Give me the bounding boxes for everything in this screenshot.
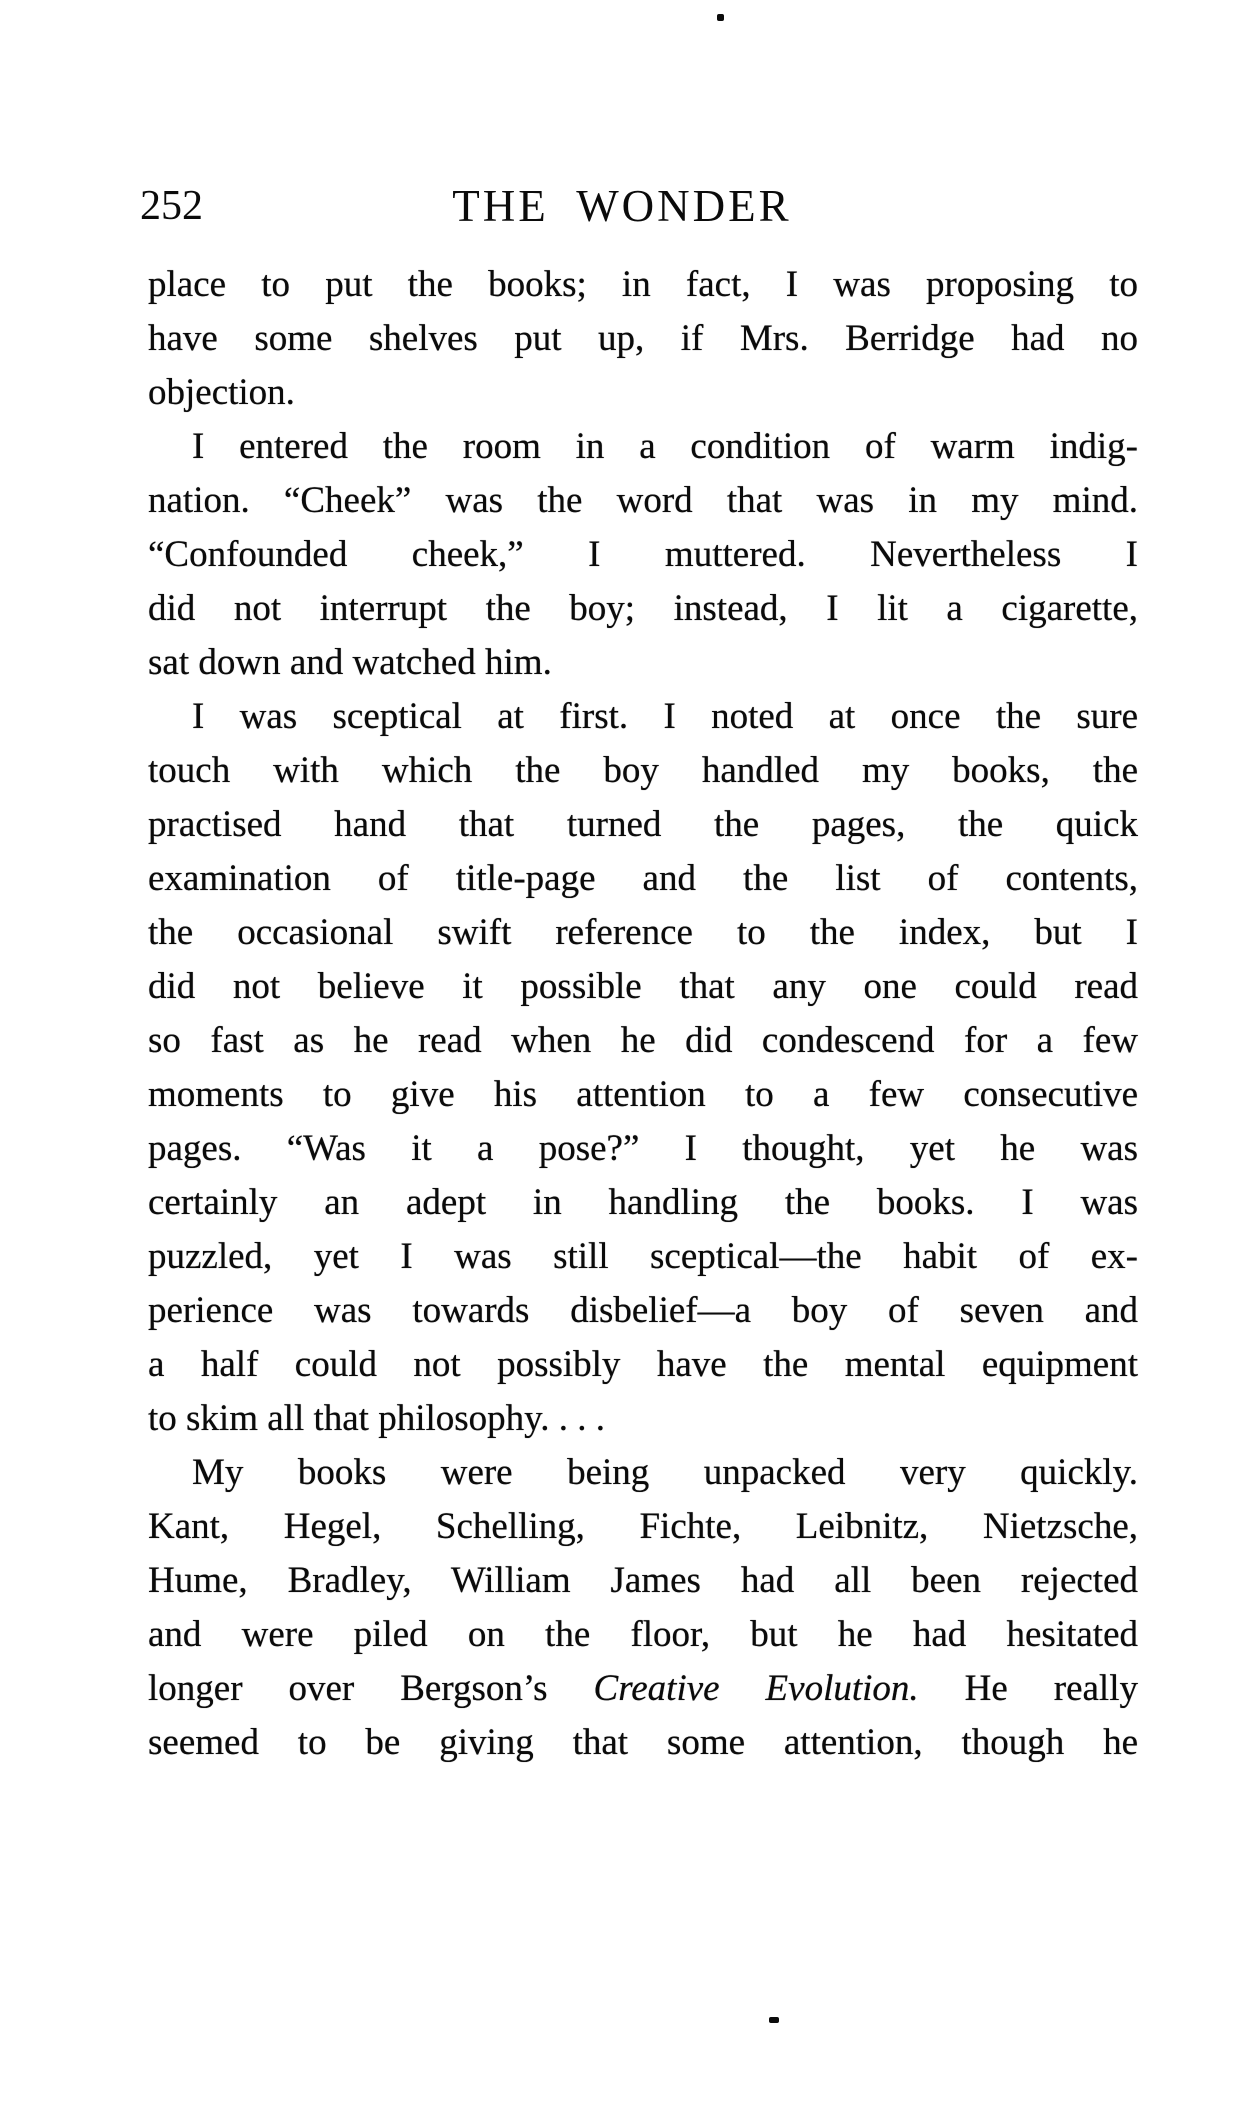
book-title-italic: Creative Evolution.	[593, 1668, 919, 1709]
text-segment: He really	[918, 1668, 1138, 1709]
text-segment: longer over Bergson’s	[148, 1668, 594, 1709]
page-body	[148, 258, 1138, 1770]
text-line: to skim all that philosophy. . . .	[148, 1398, 606, 1439]
page-number: 252	[140, 183, 203, 229]
text-line: perience was towards disbelief—a boy of seven and	[148, 1290, 1138, 1331]
text-line: so fast as he read when he did condescend for a few	[148, 1020, 1138, 1061]
paragraph-4	[148, 1446, 1138, 1770]
running-title: THE WONDER	[452, 181, 792, 231]
text-line: pages. “Was it a pose?” I thought, yet he was	[148, 1128, 1138, 1169]
text-line: did not interrupt the boy; instead, I lit a cigarette,	[148, 588, 1138, 629]
text-line: I entered the room in a condition of warm indig-	[192, 426, 1138, 467]
text-line: certainly an adept in handling the books. I was	[148, 1182, 1138, 1223]
text-line: sat down and watched him.	[148, 642, 552, 683]
text-line: I was sceptical at first. I noted at once the sure	[192, 696, 1138, 737]
text-line: moments to give his attention to a few consecutive	[148, 1074, 1138, 1115]
text-line: examination of title-page and the list of contents,	[148, 858, 1138, 899]
text-line: “Confounded cheek,” I muttered. Nevertheless I	[148, 534, 1138, 575]
scan-speck-top	[717, 14, 724, 21]
text-line: have some shelves put up, if Mrs. Berridge had no	[148, 318, 1138, 359]
text-line: the occasional swift reference to the index, but I	[148, 912, 1138, 953]
text-line: nation. “Cheek” was the word that was in my mind.	[148, 480, 1138, 521]
scan-speck-bottom	[769, 2017, 779, 2023]
page-header	[0, 180, 1244, 232]
text-line: practised hand that turned the pages, the quick	[148, 804, 1138, 845]
text-line: a half could not possibly have the mental equipment	[148, 1344, 1138, 1385]
text-line-with-italic	[148, 1662, 1138, 1716]
text-line: and were piled on the floor, but he had hesitated	[148, 1614, 1138, 1655]
paragraph-1	[148, 258, 1138, 420]
text-line: puzzled, yet I was still sceptical—the habit of ex-	[148, 1236, 1138, 1277]
paragraph-3	[148, 690, 1138, 1446]
text-line: did not believe it possible that any one could read	[148, 966, 1138, 1007]
text-line: touch with which the boy handled my books, the	[148, 750, 1138, 791]
text-line: My books were being unpacked very quickly.	[192, 1452, 1138, 1493]
text-line: objection.	[148, 372, 295, 413]
paragraph-2	[148, 420, 1138, 690]
text-line: seemed to be giving that some attention, though he	[148, 1722, 1138, 1763]
text-line: Hume, Bradley, William James had all been rejected	[148, 1560, 1138, 1601]
text-line: Kant, Hegel, Schelling, Fichte, Leibnitz, Nietzsche,	[148, 1506, 1138, 1547]
text-line: place to put the books; in fact, I was proposing to	[148, 264, 1138, 305]
